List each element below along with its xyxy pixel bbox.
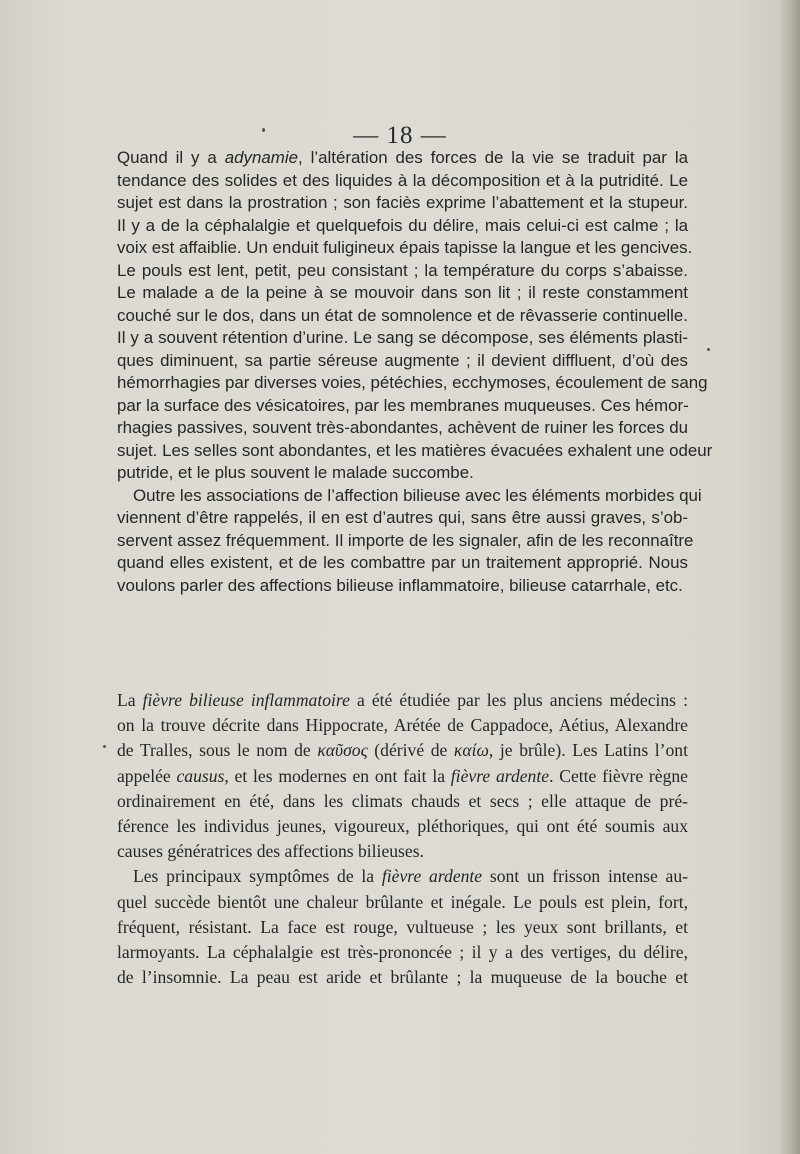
text-segment: quel succède bientôt une chaleur brûlante et inégale. Le pouls est plein, fort, [117,891,688,912]
text-line [117,192,688,215]
text-segment: sujet. Les selles sont abondantes, et les matières évacuées exhalent une odeur [117,440,713,460]
text-segment: (dérivé de [367,740,454,761]
text-line [117,575,688,598]
text-line [117,350,688,373]
text-segment: , et les modernes en ont fait la [224,765,451,786]
text-segment: Quand il y a [117,148,225,167]
text-line [117,462,688,485]
italic-text-segment: καίω [453,740,489,761]
text-segment: couché sur le dos, dans un état de somnolence et de rêvasserie continuelle. [117,305,688,325]
italic-text-segment: causus [176,765,225,786]
text-segment: Le pouls est lent, petit, peu consistant ; la température du corps s’abaisse. [117,260,688,280]
text-segment: fréquent, résistant. La face est rouge, vultueuse ; les yeux sont brillants, et [117,916,688,937]
text-segment: on la trouve décrite dans Hippocrate, Arétée de Cappadoce, Aétius, Alexandre [117,715,688,736]
text-segment: sont un frisson intense au- [482,866,689,887]
text-line [117,764,688,789]
text-segment: voulons parler des affections bilieuse inflammatoire, bilieuse catarrhale, etc. [117,575,683,595]
text-line [117,814,688,839]
text-line [117,940,688,965]
text-segment: de l’insomnie. La peau est aride et brûlante ; la muqueuse de la bouche et [117,967,688,988]
text-line [117,738,688,763]
text-line [117,260,688,283]
italic-text-segment: καῦσος [317,740,368,761]
text-segment: Il y a souvent rétention d’urine. Le sang se décompose, ses éléments plasti- [117,328,688,347]
text-line [117,215,688,238]
ink-speck [707,348,710,351]
text-line [117,890,688,915]
text-segment: Outre les associations de l’affection bilieuse avec les éléments morbides qui [133,485,702,505]
text-segment: rhagies passives, souvent très-abondantes, achèvent de ruiner les forces du [117,418,688,437]
text-segment: . Cette fièvre règne [549,765,688,786]
italic-text-segment: fièvre ardente [381,866,483,887]
text-segment: hémorrhagies par diverses voies, pétéchies, ecchymoses, écoulement de sang [117,373,708,392]
text-line [117,147,688,170]
text-segment: quand elles existent, et de les combattre par un traitement approprié. Nous [117,553,688,572]
text-segment: , je brûle). Les Latins l’ont [488,740,688,761]
text-line [117,688,688,713]
text-segment: larmoyants. La céphalalgie est très-prononcée ; il y a des vertiges, du délire, [117,942,688,963]
text-line [117,372,708,395]
text-segment: a été étudiée par les plus anciens médecins : [349,690,688,710]
text-segment: voix est affaiblie. Un enduit fuligineux épais tapisse la langue et les gencives. [117,238,693,257]
text-segment: par la surface des vésicatoires, par les membranes muqueuses. Ces hémor- [117,395,689,415]
text-segment: La [117,690,143,710]
italic-text-segment: fièvre ardente [450,765,550,786]
text-line [117,440,713,463]
text-line [117,552,688,575]
text-line [117,915,688,940]
text-line [117,282,688,305]
text-segment: servent assez fréquemment. Il importe de les signaler, afin de les reconnaître [117,530,694,550]
text-segment: tendance des solides et des liquides à la décomposition et à la putridité. Le [117,170,688,190]
text-segment: Le malade a de la peine à se mouvoir dans son lit ; il reste constamment [117,283,688,302]
text-segment: causes génératrices des affections bilieuses. [117,841,424,862]
text-segment: Il y a de la céphalalgie et quelquefois du délire, mais celui-ci est calme ; la [117,215,688,235]
text-segment: putride, et le plus souvent le malade succombe. [117,463,474,482]
text-line [117,237,693,260]
text-line [117,713,688,738]
text-line [117,965,688,990]
text-line [117,839,688,864]
text-line [117,789,688,814]
text-segment: , l’altération des forces de la vie se traduit par la [298,148,688,167]
italic-text-segment: adynamie [224,148,298,167]
text-line [117,170,688,193]
page-edge-shadow [778,0,800,1154]
text-line [117,507,688,530]
text-segment: ordinairement en été, dans les climats chauds et secs ; elle attaque de pré- [117,790,688,811]
italic-text-segment: fièvre bilieuse inflammatoire [142,690,350,710]
text-segment: Les principaux symptômes de la [133,866,382,887]
text-segment: appelée [117,765,177,786]
text-line [117,327,688,350]
text-block-second [117,688,688,990]
text-segment: viennent d’être rappelés, il en est d’autres qui, sans être aussi graves, s’ob- [117,508,688,527]
text-line [117,305,688,328]
text-line [117,864,688,889]
text-line [117,530,694,553]
text-segment: férence les individus jeunes, vigoureux, pléthoriques, qui ont été soumis aux [117,816,688,837]
text-line [117,395,688,418]
text-segment: sujet est dans la prostration ; son faciès exprime l’abattement et la stupeur. [117,193,688,212]
ink-speck [103,745,106,748]
text-line [117,417,688,440]
page-number: — 18 — [353,122,447,149]
text-segment: ques diminuent, sa partie séreuse augmente ; il devient diffluent, d’où des [117,350,688,370]
text-block-first [117,147,713,597]
text-segment: de Tralles, sous le nom de [117,740,318,761]
text-line [117,485,702,508]
